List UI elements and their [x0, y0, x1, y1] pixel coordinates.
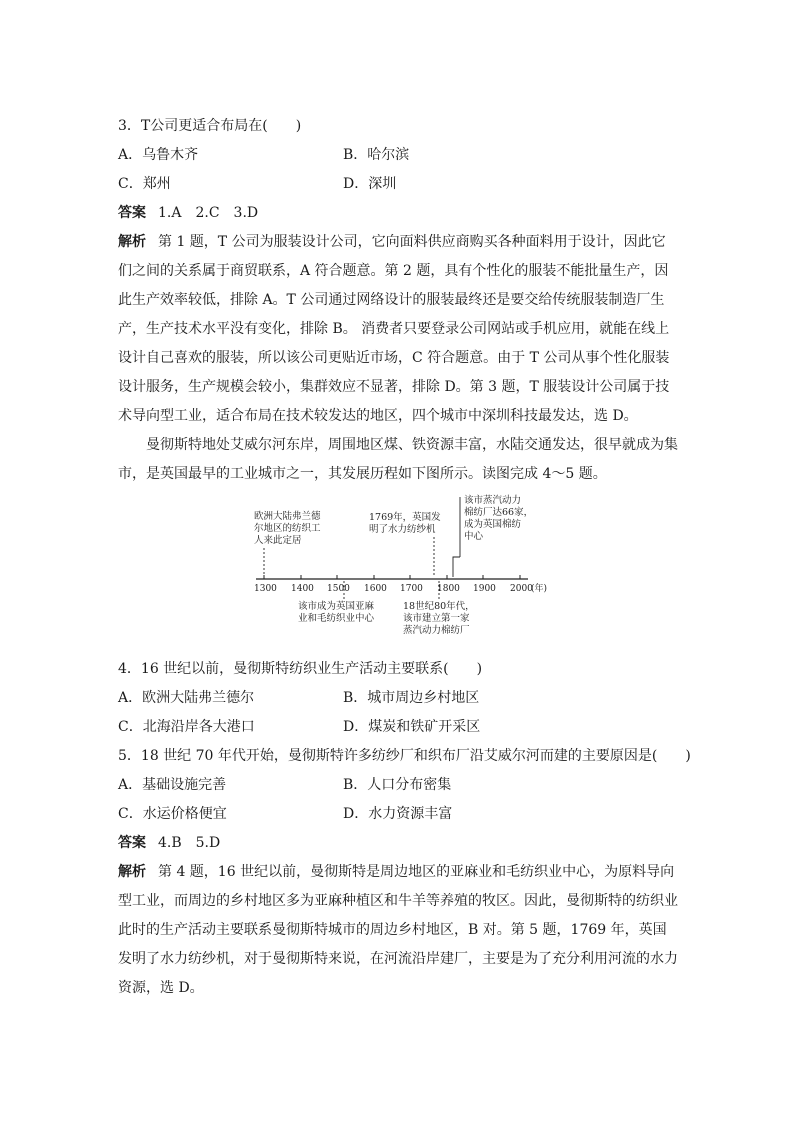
option-d: D．煤炭和铁矿开采区 [343, 719, 481, 735]
question-4-stem: 4．16 世纪以前，曼彻斯特纺织业生产活动主要联系( ) [118, 661, 483, 677]
question-3-stem: 3．T公司更适合布局在( ) [118, 118, 302, 134]
analysis-label: 解析 [118, 234, 146, 250]
question-4-options [118, 684, 678, 713]
option-a: A．乌鲁木齐 [118, 147, 199, 163]
option-a: A．欧洲大陆弗兰德尔 [118, 690, 255, 706]
option-c: C．北海沿岸各大港口 [118, 719, 255, 735]
option-c: C．水运价格便宜 [118, 806, 227, 822]
tick-label-1300: 1300 [254, 584, 277, 594]
answer-text: 1.A 2.C 3.D [158, 205, 259, 221]
answer-text: 4.B 5.D [158, 835, 221, 851]
analysis-block-1 [118, 228, 678, 431]
option-d: D．深圳 [343, 176, 397, 192]
tick-label-1800: 1800 [437, 584, 460, 594]
tick-label-1900: 1900 [473, 584, 496, 594]
reading-intro: 曼彻斯特地处艾威尔河东岸，周围地区煤、铁资源丰富，水陆交通发达，很早就成为集市，是英国最早的工业城市之一，其发展历程如下图所示。读图完成 4～5 题。 [118, 437, 678, 482]
analysis-text: 第 1 题，T 公司为服装设计公司，它向面料供应商购买各种面料用于设计，因此它们之间的关系属于商贸联系，A 符合题意。第 2 题，具有个性化的服装不能批量生产，因此生产效率较低，排除 A。T 公司通过网络设计的服装最终还是要交给传统服装制造厂生产，生产技术水平没有变化，排除 B。 消费者只要登录公司网站或手机应用，就能在线上设计自己喜欢的服装，所以该公司更贴近市场，C 符合题意。由于 T 公司从事个性化服装设计服务，生产规模会较小，集群效应不显著，排除 D。第 3 题，T 服装设计公司属于技术导向型工业，适合布局在技术较发达的地区，四个城市中深圳科技最发达，选 D。 [118, 234, 670, 424]
option-d: D．水力资源丰富 [343, 806, 453, 822]
leader-cotton-center [453, 557, 460, 577]
tick-label-2000: 2000 [510, 584, 533, 594]
option-c: C．郑州 [118, 176, 171, 192]
question-3-options [118, 141, 678, 170]
document-page [118, 112, 691, 1003]
question-5-options-row2 [118, 800, 678, 829]
question-5-stem: 5．18 世纪 70 年代开始，曼彻斯特许多纺纱厂和织布厂沿艾威尔河而建的主要原因是( ) [118, 748, 691, 764]
option-b: B．城市周边乡村地区 [343, 690, 480, 706]
question-4-options-row2 [118, 713, 678, 742]
analysis-label: 解析 [118, 864, 146, 880]
event-flanders-weavers: 欧洲大陆弗兰德 尔地区的纺织工 人来此定居 [254, 511, 321, 546]
timeline-figure [118, 493, 678, 653]
option-b: B．哈尔滨 [343, 147, 410, 163]
tick-label-1600: 1600 [364, 584, 387, 594]
tick-label-1700: 1700 [400, 584, 423, 594]
answer-label: 答案 [118, 205, 146, 221]
answer-block-2 [118, 829, 678, 858]
analysis-text: 第 4 题，16 世纪以前，曼彻斯特是周边地区的亚麻业和毛纺织业中心，为原料导向型工业，而周边的乡村地区多为亚麻种植区和牛羊等养殖的牧区。因此，曼彻斯特的纺织业此时的生产活动主要联系曼彻斯特城市的周边乡村地区，B 对。第 5 题，1769 年，英国发明了水力纺纱机，对于曼彻斯特来说，在河流沿岸建厂，主要是为了充分利用河流的水力资源，选 D。 [118, 864, 678, 996]
answer-block-1 [118, 199, 678, 228]
question-5-options [118, 771, 678, 800]
tick-label-1500: 1500 [327, 584, 350, 594]
event-linen-wool-center: 该市成为英国亚麻 业和毛纺织业中心 [298, 601, 375, 624]
event-water-frame: 1769年，英国发 明了水力纺纱机 [369, 512, 441, 535]
event-first-steam-mill: 18世纪80年代， 该市建立第一家 蒸汽动力棉纺厂 [403, 601, 475, 636]
tick-label-1400: 1400 [291, 584, 314, 594]
axis-unit-label: (年) [531, 584, 548, 594]
question-3-options-row2 [118, 170, 678, 199]
analysis-block-2 [118, 858, 678, 1003]
option-a: A．基础设施完善 [118, 777, 227, 793]
event-cotton-center: 该市蒸汽动力 棉纺厂达66家， 成为英国棉纺 中心 [464, 495, 534, 542]
answer-label: 答案 [118, 835, 146, 851]
option-b: B．人口分布密集 [343, 777, 452, 793]
